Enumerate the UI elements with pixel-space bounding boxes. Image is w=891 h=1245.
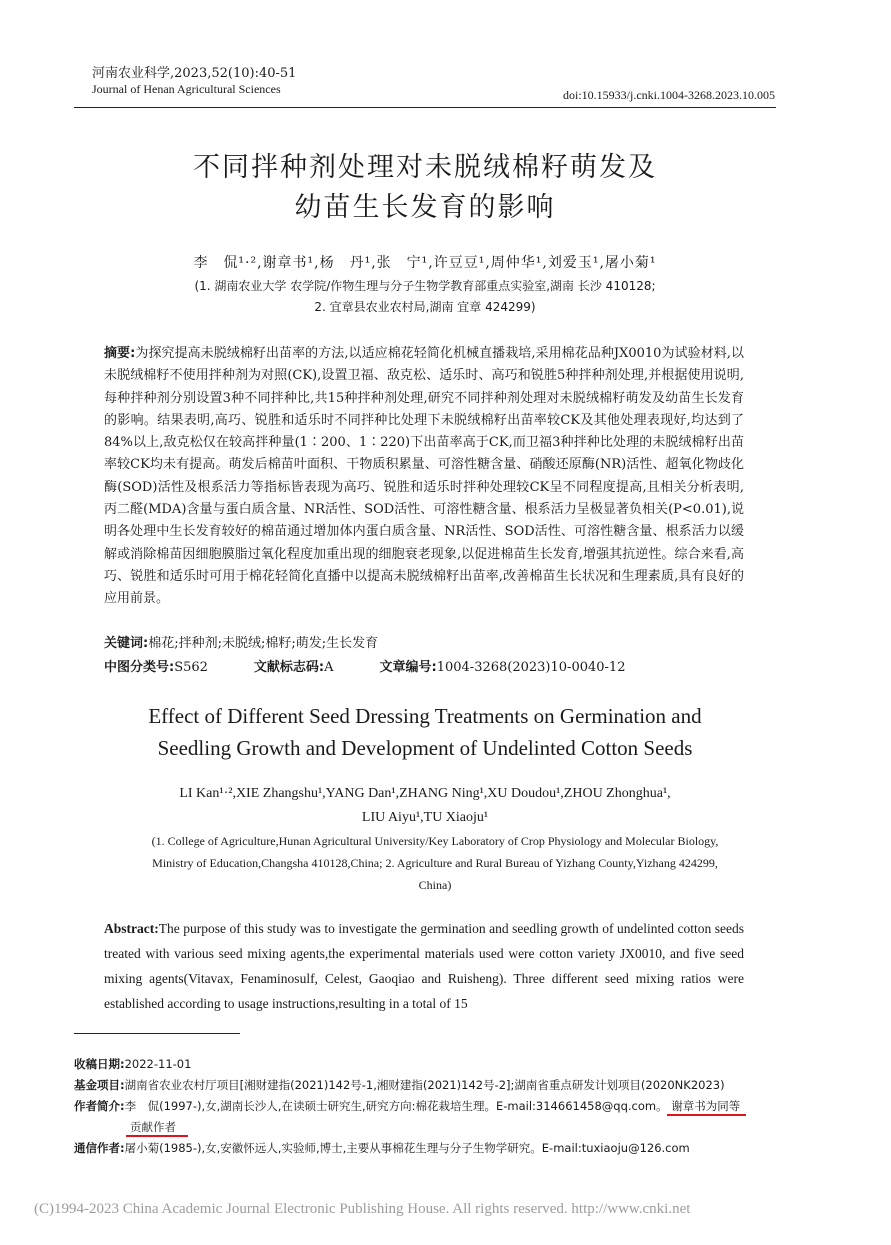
title-en-line-2: Seedling Growth and Development of Undelinted Cotton Seeds: [157, 736, 693, 760]
abstract-en: [104, 916, 744, 1016]
annotation-text-1: 谢章书为同等: [671, 1099, 741, 1113]
clc-value: S562: [174, 660, 208, 675]
doc-label: 文献标志码:: [253, 660, 325, 675]
fund-value: 湖南省农业农村厅项目[湘财建指(2021)142号-1,湘财建指(2021)142号-2];湖南省重点研发计划项目(2020NK2023): [124, 1078, 725, 1092]
journal-header-en: Journal of Henan Agricultural Sciences: [92, 82, 281, 96]
title-cn-line-2: 幼苗生长发育的影响: [294, 192, 556, 223]
clc-label: 中图分类号:: [104, 660, 175, 675]
affiliation-en-2: Ministry of Education,Changsha 410128,China; 2. Agriculture and Rural Bureau of Yizhang County,Yizhang 424299,: [152, 856, 718, 870]
keywords-label: 关键词:: [104, 636, 149, 651]
authors-en-line-2: LIU Aiyu¹,TU Xiaoju¹: [361, 810, 489, 825]
fund-label: 基金项目:: [74, 1078, 125, 1092]
authors-en: [74, 782, 776, 830]
doi[interactable]: doi:10.15933/j.cnki.1004-3268.2023.10.005: [563, 88, 775, 102]
received-value: 2022-11-01: [124, 1057, 192, 1071]
doc-value: A: [324, 660, 334, 675]
affiliations-en: [104, 830, 766, 896]
abstract-cn-text: 为探究提高未脱绒棉籽出苗率的方法,以适应棉花轻简化机械直播栽培,采用棉花品种JX0010为试验材料,以未脱绒棉籽不使用拌种剂为对照(CK),设置卫福、敌克松、适乐时、高巧和锐胜5种拌种剂处理,并根据使用说明,每种拌种剂分别设置3种不同拌种比,共15种拌种剂处理,研究不同拌种剂处理对未脱绒棉籽萌发及幼苗生长发育的影响。结果表明,高巧、锐胜和适乐时不同拌种比处理下未脱绒棉籽出苗率较CK及其他处理表现好,均达到了84%以上,敌克松仅在较高拌种量(1∶200、1∶220)下出苗率高于CK,而卫福3种拌种比处理的未脱绒棉籽出苗率较CK均未有提高。萌发后棉苗叶面积、干物质积累量、可溶性糖含量、硝酸还原酶(NR)活性、超氧化物歧化酶(SOD)活性及根系活力等指标皆表现为高巧、锐胜和适乐时拌种处理较CK呈不同程度提高,且相关分析表明,丙二醛(MDA)含量与蛋白质含量、NR活性、SOD活性、可溶性糖含量、根系活力呈极显著负相关(P<0.01),说明各处理中生长发育较好的棉苗通过增加体内蛋白质含量、NR活性、SOD活性、可溶性糖含量、根系活力以缓解或消除棉苗因细胞膜脂过氧化程度加重出现的细胞衰老现象,以促进棉苗生长发育,增强其抗逆性。综合来看,高巧、锐胜和适乐时可用于棉花轻简化直播中以提高未脱绒棉籽出苗率,改善棉苗生长状况和生理素质,具有良好的应用前景。: [104, 346, 745, 607]
annotation-highlight-1: [671, 1099, 740, 1113]
corr-label: 通信作者:: [74, 1141, 125, 1155]
annotation-text-2: 贡献作者: [130, 1120, 176, 1134]
red-underline-2: [126, 1135, 188, 1137]
received-label: 收稿日期:: [74, 1057, 125, 1071]
article-label: 文章编号:: [379, 660, 437, 675]
corresponding-author: [74, 1138, 794, 1159]
keywords-cn: [104, 632, 378, 651]
authors-en-line-1: LI Kan¹·²,XIE Zhangshu¹,YANG Dan¹,ZHANG Ning¹,XU Doudou¹,ZHOU Zhonghua¹,: [179, 786, 671, 801]
journal-header-cn: 河南农业科学,2023,52(10):40-51: [92, 66, 297, 81]
keywords-text: 棉花;拌种剂;未脱绒;棉籽;萌发;生长发育: [148, 636, 379, 651]
affiliation-en-1: (1. College of Agriculture,Hunan Agricultural University/Key Laboratory of Crop Physiology and Molecular Biology,: [151, 834, 719, 848]
affiliations-cn: [74, 276, 776, 318]
authors-cn: 李 侃¹·²,谢章书¹,杨 丹¹,张 宁¹,许豆豆¹,周仲华¹,刘爱玉¹,屠小菊¹: [193, 255, 657, 271]
author-info-cont: [74, 1117, 794, 1138]
header-rule: [74, 107, 776, 108]
fund-info: [74, 1075, 794, 1096]
copyright-watermark: (C)1994-2023 China Academic Journal Electronic Publishing House. All rights reserved. http://www.cnki.net: [34, 1201, 691, 1217]
author-info: [74, 1096, 794, 1117]
footnotes: [74, 1054, 794, 1159]
affiliation-en-3: China): [418, 878, 452, 892]
classification-line: [104, 656, 764, 675]
author-value: 李 侃(1997-),女,湖南长沙人,在读硕士研究生,研究方向:棉花栽培生理。E-mail:314661458@qq.com。: [124, 1099, 668, 1113]
corr-value: 屠小菊(1985-),女,安徽怀远人,实验师,博士,主要从事棉花生理与分子生物学研究。E-mail:tuxiaoju@126.com: [124, 1141, 690, 1155]
abstract-en-label: Abstract:: [104, 921, 159, 936]
red-underline-1: [667, 1114, 746, 1116]
affiliation-cn-2: 2. 宜章县农业农村局,湖南 宜章 424299): [314, 300, 536, 314]
author-label: 作者简介:: [74, 1099, 125, 1113]
abstract-en-text: The purpose of this study was to investigate the germination and seedling growth of undelinted cotton seeds treated with various seed mixing agents,the experimental materials used were cotton variety JX0010, and five seed mixing agents(Vitavax, Fenaminosulf, Celest, Gaoqiao and Ruisheng). Three different seed mixing ratios were established according to usage instructions,resulting in a total of 15: [104, 921, 744, 1011]
title-en: [74, 700, 776, 764]
received-date: [74, 1054, 794, 1075]
title-cn-line-1: 不同拌种剂处理对未脱绒棉籽萌发及: [193, 152, 657, 183]
abstract-cn-label: 摘要:: [104, 346, 136, 361]
affiliation-cn-1: (1. 湖南农业大学 农学院/作物生理与分子生物学教育部重点实验室,湖南 长沙 410128;: [194, 279, 656, 293]
annotation-highlight-2: [130, 1120, 176, 1134]
title-en-line-1: Effect of Different Seed Dressing Treatments on Germination and: [148, 704, 702, 728]
article-value: 1004-3268(2023)10-0040-12: [436, 660, 626, 675]
title-cn: [74, 148, 776, 228]
footnote-rule: [74, 1033, 240, 1034]
abstract-cn: [104, 343, 744, 611]
